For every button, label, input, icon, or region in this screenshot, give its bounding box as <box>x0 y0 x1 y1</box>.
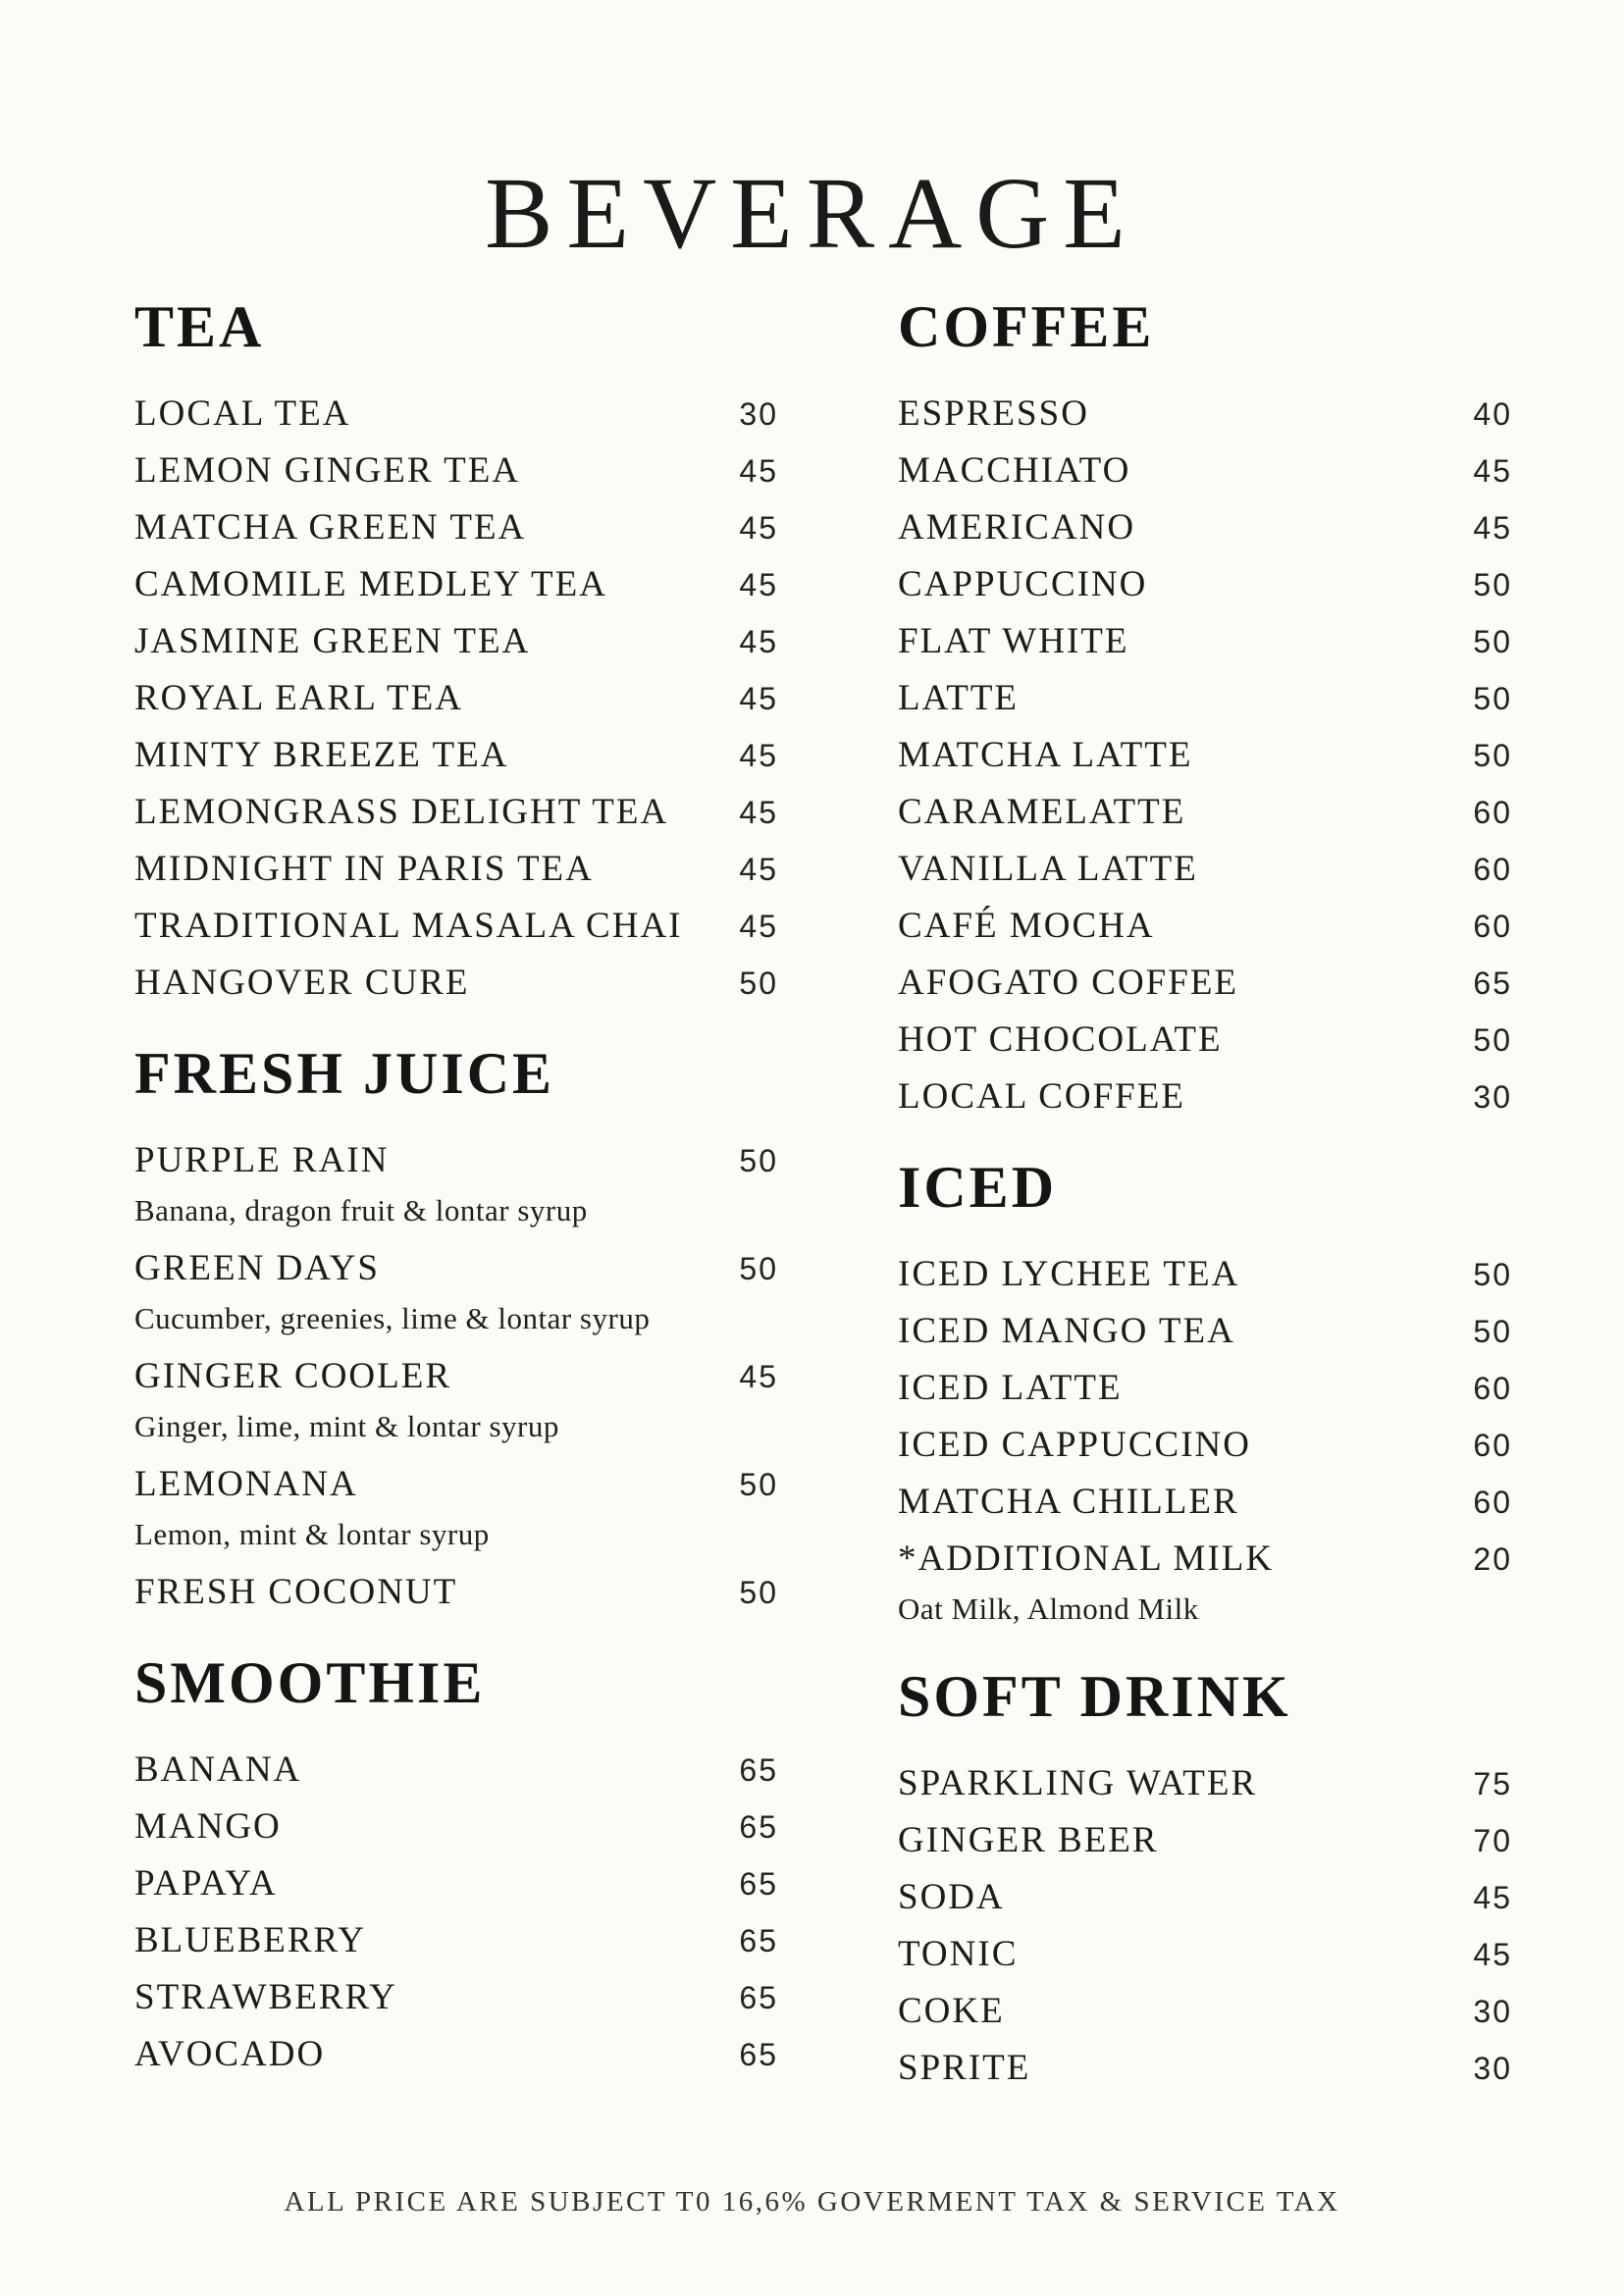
item-name: COKE <box>898 1991 1005 2031</box>
section-title: TEA <box>134 294 265 359</box>
item-name: LOCAL TEA <box>134 393 351 434</box>
menu-column-right <box>898 294 1512 2107</box>
section-title: SMOOTHIE <box>134 1650 486 1715</box>
item-name: PURPLE RAIN <box>134 1140 390 1180</box>
item-name: SPRITE <box>898 2048 1031 2088</box>
menu-item-row <box>898 1540 1512 1577</box>
item-name: ICED LYCHEE TEA <box>898 1254 1240 1294</box>
item-price: 65 <box>739 2037 778 2072</box>
item-price: 65 <box>739 1752 778 1788</box>
item-name: MACCHIATO <box>898 450 1131 491</box>
menu-item-row <box>898 1427 1512 1463</box>
item-name: BLUEBERRY <box>134 1920 366 1960</box>
menu-item-row <box>134 737 778 773</box>
item-price: 45 <box>1473 510 1512 546</box>
item-name: MINTY BREEZE TEA <box>134 735 509 775</box>
item-name: PAPAYA <box>134 1863 278 1904</box>
item-price: 65 <box>739 1866 778 1902</box>
item-price: 65 <box>739 1923 778 1958</box>
item-name: SPARKLING WATER <box>898 1763 1258 1803</box>
item-description: Banana, dragon fruit & lontar syrup <box>134 1193 588 1227</box>
item-price: 45 <box>739 681 778 716</box>
item-price: 20 <box>1473 1541 1512 1577</box>
item-name: GREEN DAYS <box>134 1248 380 1288</box>
menu-section-tea <box>134 294 778 1003</box>
menu-item-row <box>898 737 1512 773</box>
item-price: 60 <box>1473 1371 1512 1406</box>
item-price: 50 <box>1473 1314 1512 1349</box>
item-name: MANGO <box>134 1806 282 1847</box>
section-title: ICED <box>898 1155 1058 1220</box>
menu-item-row <box>898 1078 1512 1115</box>
menu-item-row <box>898 908 1512 944</box>
menu-item-row <box>898 623 1512 659</box>
item-price: 45 <box>739 567 778 602</box>
menu-item-row <box>898 509 1512 546</box>
item-name: ICED LATTE <box>898 1368 1123 1408</box>
item-price: 50 <box>739 1251 778 1286</box>
item-name: HANGOVER CURE <box>134 963 470 1003</box>
item-description: Ginger, lime, mint & lontar syrup <box>134 1409 559 1443</box>
item-name: MATCHA LATTE <box>898 735 1193 775</box>
menu-item-row <box>134 794 778 830</box>
section-title: FRESH JUICE <box>134 1041 555 1106</box>
item-name: JASMINE GREEN TEA <box>134 621 531 661</box>
menu-section-iced <box>898 1155 1512 1626</box>
menu-section-coffee <box>898 294 1512 1117</box>
item-name: AFOGATO COFFEE <box>898 963 1239 1003</box>
item-name: FLAT WHITE <box>898 621 1129 661</box>
menu-item-row <box>134 1865 778 1902</box>
menu-item-row <box>134 509 778 546</box>
item-name: GINGER BEER <box>898 1820 1159 1860</box>
menu-item-row <box>898 395 1512 432</box>
item-price: 60 <box>1473 795 1512 830</box>
menu-item-row <box>134 452 778 489</box>
item-price: 50 <box>1473 1022 1512 1058</box>
menu-item-row <box>134 1808 778 1845</box>
item-name: FRESH COCONUT <box>134 1572 458 1612</box>
item-price: 65 <box>1473 965 1512 1001</box>
item-price: 45 <box>1473 1937 1512 1972</box>
item-name: ICED CAPPUCCINO <box>898 1425 1251 1465</box>
item-price: 30 <box>1473 1994 1512 2029</box>
item-name: CAPPUCCINO <box>898 564 1148 604</box>
menu-section-soft-drink <box>898 1664 1512 2088</box>
item-name: MATCHA GREEN TEA <box>134 507 527 548</box>
item-price: 70 <box>1473 1823 1512 1858</box>
menu-item-row <box>134 908 778 944</box>
item-name: LATTE <box>898 678 1020 718</box>
menu-item-row <box>134 1250 778 1286</box>
item-name: AVOCADO <box>134 2034 326 2074</box>
menu-item-row <box>898 851 1512 887</box>
item-description: Lemon, mint & lontar syrup <box>134 1517 490 1551</box>
item-name: MIDNIGHT IN PARIS TEA <box>134 849 594 889</box>
tax-disclaimer: ALL PRICE ARE SUBJECT T0 16,6% GOVERMENT TAX & SERVICE TAX <box>284 2186 1340 2218</box>
item-price: 50 <box>739 1467 778 1502</box>
menu-item-row <box>134 1466 778 1502</box>
item-price: 45 <box>739 738 778 773</box>
menu-item-row <box>134 851 778 887</box>
item-price: 30 <box>739 396 778 432</box>
page-title: BEVERAGE <box>485 156 1139 270</box>
menu-item-row <box>134 566 778 602</box>
item-price: 65 <box>739 1809 778 1845</box>
item-name: AMERICANO <box>898 507 1136 548</box>
menu-item-row <box>134 1751 778 1788</box>
item-name: CARAMELATTE <box>898 792 1186 832</box>
menu-item-row <box>898 1822 1512 1858</box>
menu-item-row <box>134 1142 778 1178</box>
item-price: 60 <box>1473 909 1512 944</box>
menu-item-row <box>898 1484 1512 1520</box>
menu-item-row <box>898 1993 1512 2029</box>
item-price: 65 <box>739 1980 778 2015</box>
menu-item-row <box>898 452 1512 489</box>
item-price: 50 <box>1473 738 1512 773</box>
menu-item-row <box>898 2050 1512 2086</box>
item-price: 60 <box>1473 1428 1512 1463</box>
menu-item-row <box>134 1574 778 1610</box>
menu-item-row <box>898 1765 1512 1801</box>
item-name: CAFÉ MOCHA <box>898 906 1155 946</box>
item-name: TRADITIONAL MASALA CHAI <box>134 906 683 946</box>
menu-item-row <box>898 1021 1512 1058</box>
item-name: *ADDITIONAL MILK <box>898 1539 1275 1579</box>
item-name: ESPRESSO <box>898 393 1089 434</box>
item-price: 30 <box>1473 2051 1512 2086</box>
item-price: 45 <box>739 909 778 944</box>
item-price: 45 <box>739 510 778 546</box>
menu-item-row <box>898 566 1512 602</box>
item-price: 50 <box>739 1575 778 1610</box>
item-price: 45 <box>739 852 778 887</box>
menu-item-row <box>898 1256 1512 1292</box>
menu-item-row <box>134 2036 778 2072</box>
item-name: GINGER COOLER <box>134 1356 452 1396</box>
item-name: TONIC <box>898 1934 1019 1974</box>
menu-section-fresh-juice <box>134 1041 778 1612</box>
menu-item-row <box>898 1313 1512 1349</box>
menu-column-left <box>134 294 778 2093</box>
item-price: 30 <box>1473 1079 1512 1115</box>
item-name: SODA <box>898 1877 1005 1917</box>
item-name: LEMON GINGER TEA <box>134 450 521 491</box>
section-title: COFFEE <box>898 294 1155 359</box>
item-price: 45 <box>1473 453 1512 489</box>
item-price: 50 <box>1473 567 1512 602</box>
item-price: 40 <box>1473 396 1512 432</box>
item-price: 50 <box>739 1143 778 1178</box>
item-name: VANILLA LATTE <box>898 849 1198 889</box>
section-title: SOFT DRINK <box>898 1664 1291 1729</box>
item-price: 60 <box>1473 852 1512 887</box>
menu-item-row <box>134 1358 778 1394</box>
item-price: 60 <box>1473 1485 1512 1520</box>
item-name: MATCHA CHILLER <box>898 1482 1239 1522</box>
item-name: ICED MANGO TEA <box>898 1311 1235 1351</box>
item-price: 50 <box>739 965 778 1001</box>
item-price: 45 <box>739 624 778 659</box>
item-name: STRAWBERRY <box>134 1977 397 2017</box>
item-name: HOT CHOCOLATE <box>898 1019 1223 1060</box>
menu-item-row <box>134 965 778 1001</box>
item-price: 45 <box>1473 1880 1512 1915</box>
item-price: 50 <box>1473 1257 1512 1292</box>
item-price: 75 <box>1473 1766 1512 1801</box>
item-name: LEMONANA <box>134 1464 358 1504</box>
item-price: 45 <box>739 453 778 489</box>
item-price: 45 <box>739 1359 778 1394</box>
menu-item-row <box>134 1979 778 2015</box>
menu-item-row <box>134 623 778 659</box>
menu-item-row <box>898 1936 1512 1972</box>
item-name: CAMOMILE MEDLEY TEA <box>134 564 607 604</box>
menu-item-row <box>898 680 1512 716</box>
item-price: 50 <box>1473 624 1512 659</box>
menu-item-row <box>898 1879 1512 1915</box>
menu-item-row <box>898 1370 1512 1406</box>
menu-item-row <box>134 1922 778 1958</box>
item-description: Oat Milk, Almond Milk <box>898 1592 1199 1626</box>
menu-item-row <box>898 965 1512 1001</box>
item-price: 45 <box>739 795 778 830</box>
item-price: 50 <box>1473 681 1512 716</box>
item-name: LOCAL COFFEE <box>898 1076 1185 1117</box>
menu-item-row <box>898 794 1512 830</box>
item-name: BANANA <box>134 1749 302 1790</box>
menu-section-smoothie <box>134 1650 778 2074</box>
menu-item-row <box>134 680 778 716</box>
menu-item-row <box>134 395 778 432</box>
item-description: Cucumber, greenies, lime & lontar syrup <box>134 1301 651 1335</box>
item-name: ROYAL EARL TEA <box>134 678 463 718</box>
item-name: LEMONGRASS DELIGHT TEA <box>134 792 669 832</box>
